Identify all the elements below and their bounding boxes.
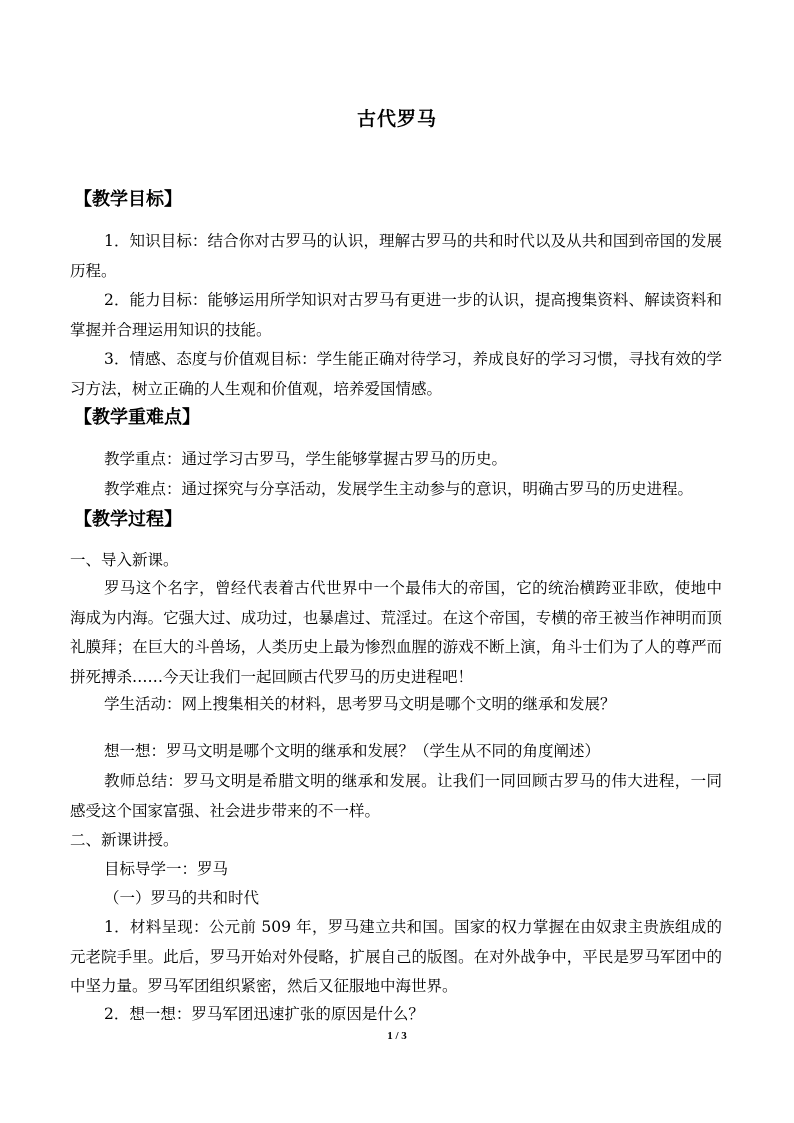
page-number: 1 / 3 [387,1030,407,1042]
student-activity: 学生活动：网上搜集相关的材料，思考罗马文明是哪个文明的继承和发展？ [104,695,616,713]
think-question: 想一想：罗马文明是哪个文明的继承和发展？（学生从不同的角度阐述） [104,742,601,760]
think-question-2: 2．想一想：罗马军团迅速扩张的原因是什么？ [104,1005,424,1023]
intro-paragraph: 罗马这个名字，曾经代表着古代世界中一个最伟大的帝国，它的统治横跨亚非欧，使地中海成为内海。它强大过、成功过，也暴虐过、荒淫过。在这个帝国，专横的帝王被当作神明而顶礼膜拜；在巨大的斗兽场，人类历史上最为惨烈血腥的游戏不断上演，角斗士们为了人的尊严而拼死搏杀……今天让我们一起回顾古代罗马的历史进程吧！ [70,579,722,686]
teacher-summary: 教师总结：罗马文明是希腊文明的继承和发展。让我们一同回顾古罗马的伟大进程，一同感受这个国家富强、社会进步带来的不一样。 [70,772,722,820]
teaching-difficulty: 教学难点：通过探究与分享活动，发展学生主动参与的意识，明确古罗马的历史进程。 [104,480,694,498]
part2-title: 二、新课讲授。 [70,831,179,849]
section-heading-process: 【教学过程】 [74,509,182,530]
part1-title: 一、导入新课。 [70,551,179,569]
objective-ability: 2．能力目标：能够运用所学知识对古罗马有更进一步的认识，提高搜集资料、解读资料和掌握并合理运用知识的技能。 [70,291,722,339]
objective-knowledge: 1．知识目标：结合你对古罗马的认识，理解古罗马的共和时代以及从共和国到帝国的发展历程。 [70,232,722,280]
objective-emotion: 3．情感、态度与价值观目标：学生能正确对待学习，养成良好的学习习惯，寻找有效的学习方法，树立正确的人生观和价值观，培养爱国情感。 [70,350,722,398]
document-title: 古代罗马 [356,108,437,130]
goal-guide-1: 目标导学一：罗马 [104,860,229,878]
subsection-republic: （一）罗马的共和时代 [104,889,260,907]
section-heading-key-points: 【教学重难点】 [74,407,200,428]
material-presentation: 1．材料呈现：公元前 509 年，罗马建立共和国。国家的权力掌握在由奴隶主贵族组成的元老院手里。此后，罗马开始对外侵略，扩展自己的版图。在对外战争中，平民是罗马军团中的中坚力量。罗马军团组织紧密，然后又征服地中海世界。 [70,918,722,995]
teaching-focus: 教学重点：通过学习古罗马，学生能够掌握古罗马的历史。 [104,450,508,468]
section-heading-objectives: 【教学目标】 [74,189,182,210]
